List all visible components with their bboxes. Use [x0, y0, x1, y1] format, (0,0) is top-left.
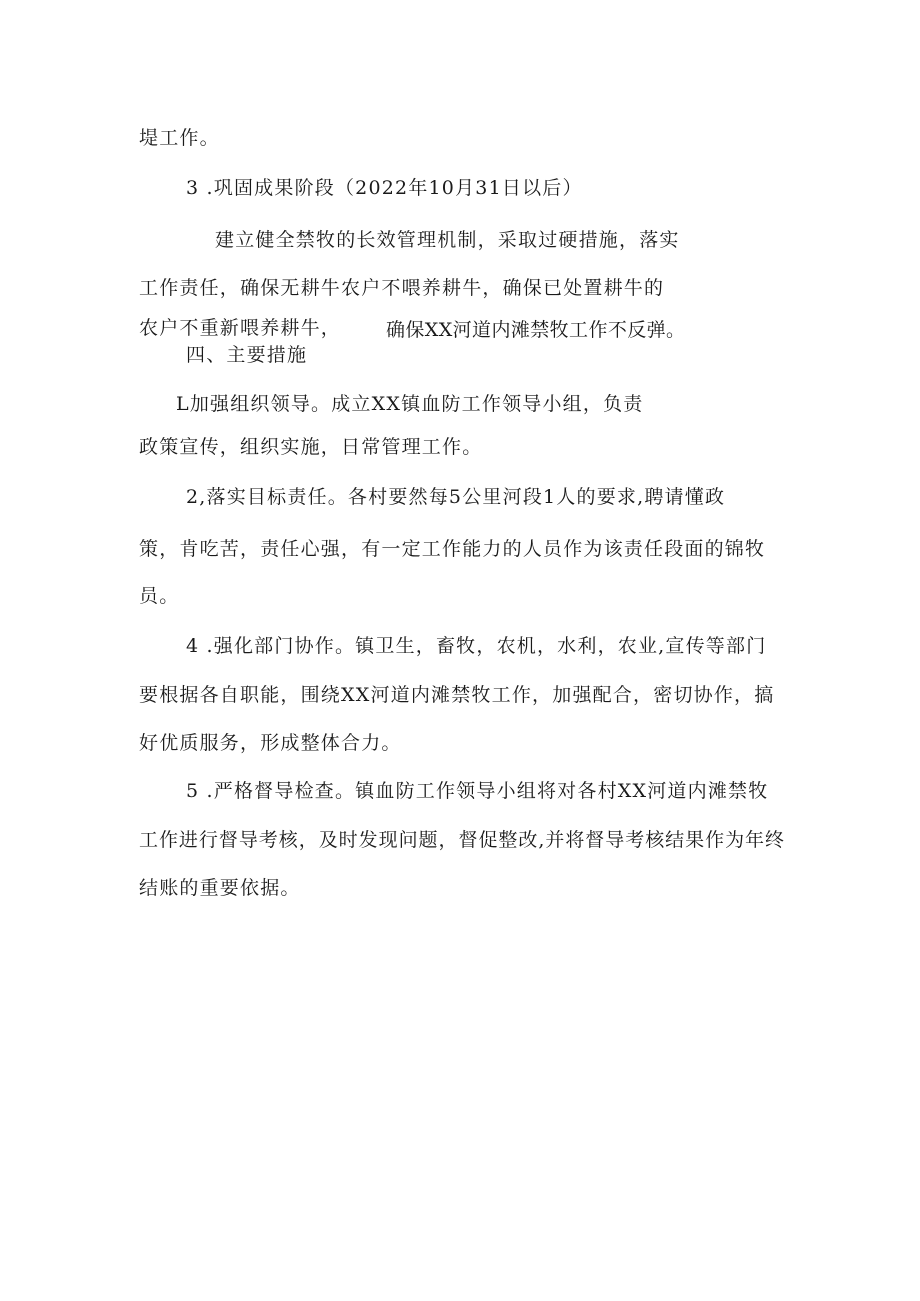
measure-2-line-3: 员。	[139, 585, 180, 607]
measure-5-line-3: 结账的重要依据。	[139, 877, 301, 899]
measure-4-line-3: 好优质服务，形成整体合力。	[139, 732, 402, 754]
text-line-5a: 农户不重新喂养耕牛，	[139, 317, 342, 339]
measure-1-line-1: L加强组织领导。成立XX镇血防工作领导小组，负责	[176, 393, 644, 415]
text-line-1: 堤工作。	[139, 127, 220, 149]
measure-1-line-2: 政策宣传，组织实施，日常管理工作。	[139, 436, 483, 458]
measure-5-line-1: 5 .严格督导检查。镇血防工作领导小组将对各村XX河道内滩禁牧	[186, 780, 769, 802]
measure-2-line-1: 2,落实目标责任。各村要然每5公里河段1人的要求,聘请懂政	[186, 486, 726, 508]
measure-5-line-2: 工作进行督导考核，及时发现问题，督促整改,并将督导考核结果作为年终	[139, 829, 785, 851]
measure-4-line-2: 要根据各自职能，围绕XX河道内滩禁牧工作，加强配合，密切协作，搞	[139, 684, 775, 706]
section-4-heading: 四、主要措施	[186, 344, 308, 366]
text-line-4: 工作责任，确保无耕牛农户不喂养耕牛，确保已处置耕牛的	[139, 277, 665, 299]
section-3-heading: 3 .巩固成果阶段（2022年10月31日以后）	[186, 177, 583, 199]
measure-4-line-1: 4 .强化部门协作。镇卫生，畜牧，农机，水利，农业,宣传等部门	[186, 635, 767, 657]
text-line-3: 建立健全禁牧的长效管理机制，采取过硬措施，落实	[215, 229, 680, 251]
text-line-5b: 确保XX河道内滩禁牧工作不反弹。	[386, 319, 686, 341]
measure-2-line-2: 策，肯吃苦，责任心强，有一定工作能力的人员作为该责任段面的锦牧	[139, 538, 766, 560]
